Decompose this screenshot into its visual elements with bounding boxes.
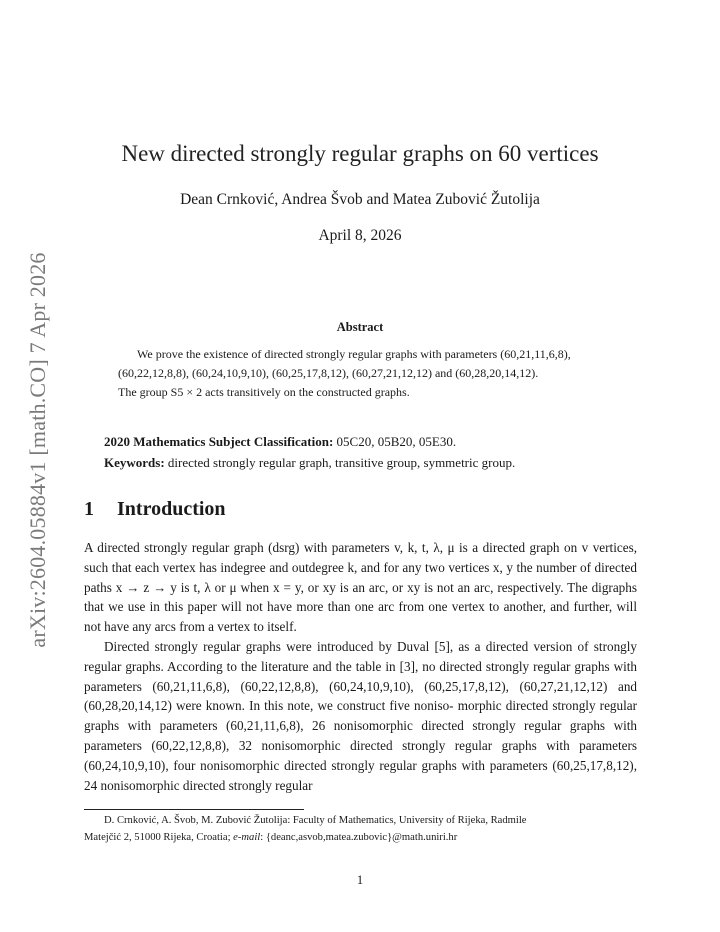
- paper-authors: Dean Crnković, Andrea Švob and Matea Zubović Žutolija: [180, 191, 540, 208]
- text-line: regular graphs with parameters (60,21,11,6,8), (60,22,12,8,8), (60,24,10,9,10), (60,25,17,8,12),: [84, 658, 638, 694]
- text-line: strongly regular graphs with parameters (60,24,10,9,10), four nonisomorphic directed strongly: [84, 737, 638, 773]
- paragraph: [84, 637, 637, 795]
- text-line: v vertices, such that each vertex has indegree and outdegree k, and for any two vertices x, y: [84, 540, 638, 575]
- abstract-heading: Abstract: [336, 320, 384, 334]
- paragraph: [84, 538, 637, 637]
- text-line: not an arc, respectively. The digraphs that we use in this paper will not have more than one: [84, 579, 637, 615]
- footnote-email: : {deanc,asvob,matea.zubovic}@math.uniri.hr: [260, 831, 458, 843]
- abstract-body: [118, 345, 602, 402]
- text-line: (60,27,21,12,12) and (60,28,20,14,12) were known. In this note, we construct five noniso-: [84, 678, 638, 714]
- footnote: [84, 813, 637, 846]
- keywords-value: directed strongly regular graph, transitive group, symmetric group.: [164, 455, 516, 470]
- section-number: 1: [84, 498, 94, 520]
- footnote-address: Matejčić 2, 51000 Rijeka, Croatia;: [84, 831, 234, 843]
- section-title: Introduction: [117, 498, 226, 520]
- keywords-label: Keywords:: [104, 455, 165, 470]
- msc-value: 05C20, 05B20, 05E30.: [333, 434, 457, 449]
- text-line: arc from one vertex to another, and further, will not have any arcs from a vertex to itself.: [84, 599, 637, 635]
- text-line: the number of directed paths x → z → y is t, λ or μ when x = y, or xy is an arc, or xy is: [84, 559, 637, 595]
- text-line: morphic directed strongly regular graphs with parameters (60,21,11,6,8), 26 nonisomorphic: [84, 698, 638, 734]
- abstract-line: (60,22,12,8,8), (60,24,10,9,10), (60,25,17,8,12), (60,27,21,12,12) and (60,28,20,14,12).: [118, 366, 539, 380]
- paper-title: New directed strongly regular graphs on 60 vertices: [121, 141, 599, 166]
- text-line: A directed strongly regular graph (dsrg) with parameters v, k, t, λ, μ is a directed graph on: [84, 540, 578, 555]
- msc-label: 2020 Mathematics Subject Classification:: [104, 434, 334, 449]
- msc-line: [104, 431, 644, 452]
- footnote-line: [84, 830, 637, 847]
- body-text: [84, 538, 637, 795]
- footnote-email-label: e-mail: [233, 831, 261, 843]
- text-line: regular graphs with parameters (60,25,17,8,12), 24 nonisomorphic directed strongly regular: [84, 757, 637, 793]
- footnote-line: D. Crnković, A. Švob, M. Zubović Žutolija: Faculty of Mathematics, University of Rijeka, Radmile: [104, 815, 527, 826]
- abstract-line: We prove the existence of directed strongly regular graphs with parameters (60,21,11,6,8),: [137, 347, 571, 361]
- text-line: strongly regular graphs. According to the literature and the table in [3], no directed strongly: [84, 638, 638, 674]
- page-number: 1: [356, 873, 364, 887]
- classification-block: [104, 431, 644, 473]
- text-line: directed strongly regular graphs with parameters (60,22,12,8,8), 32 nonisomorphic directed: [84, 718, 638, 753]
- abstract-line: The group S5 × 2 acts transitively on the constructed graphs.: [118, 385, 410, 399]
- arxiv-identifier: arXiv:2604.05884v1 [math.CO] 7 Apr 2026: [25, 252, 50, 648]
- keywords-line: [104, 452, 644, 473]
- footnote-rule: [84, 809, 304, 810]
- arxiv-stamp: [16, 250, 60, 650]
- section-heading: [84, 498, 226, 521]
- text-line: Directed strongly regular graphs were introduced by Duval [5], as a directed version of: [104, 638, 589, 654]
- paper-date: April 8, 2026: [318, 227, 402, 244]
